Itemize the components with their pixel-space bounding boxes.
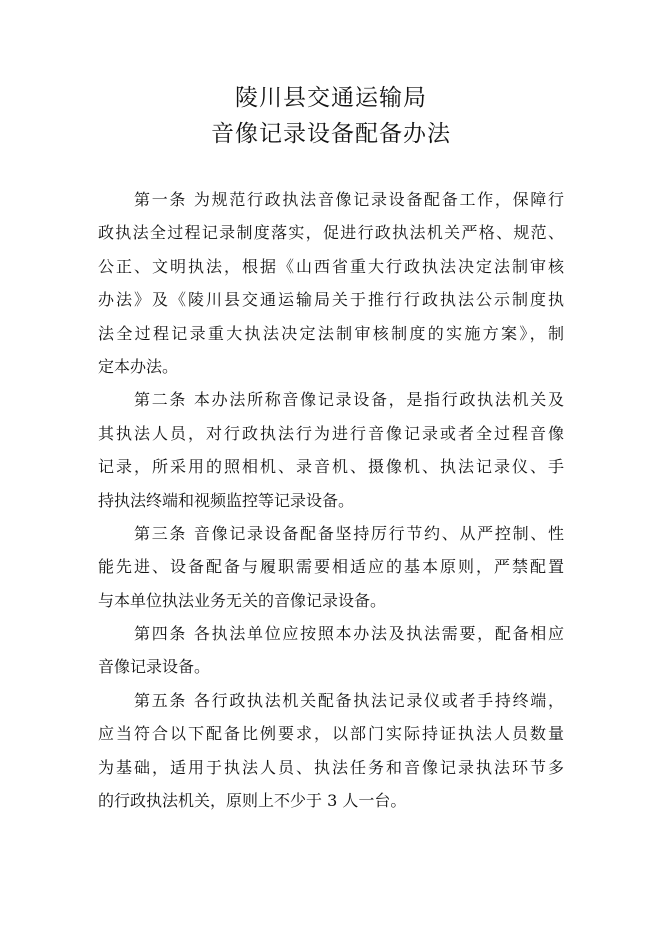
text-line: 的行政执法机关，原则上不少于 3 人一台。 bbox=[98, 791, 407, 811]
article-1 bbox=[98, 183, 564, 383]
text-line: 公正、文明执法，根据《山西省重大行政执法决定法制审核 bbox=[98, 256, 564, 276]
article-3 bbox=[98, 517, 564, 617]
text-line: 记录，所采用的照相机、录音机、摄像机、执法记录仪、手 bbox=[98, 457, 564, 477]
title-line-1: 陵川县交通运输局 bbox=[235, 85, 427, 111]
text-line: 第五条 各行政执法机关配备执法记录仪或者手持终端， bbox=[134, 690, 564, 710]
text-line: 第一条 为规范行政执法音像记录设备配备工作，保障行 bbox=[134, 190, 564, 209]
text-line: 第四条 各执法单位应按照本办法及执法需要，配备相应 bbox=[134, 624, 564, 644]
document-body bbox=[98, 183, 564, 817]
text-line: 音像记录设备。 bbox=[98, 657, 211, 677]
text-line: 持执法终端和视频监控等记录设备。 bbox=[98, 490, 355, 510]
text-line: 第二条 本办法所称音像记录设备，是指行政执法机关及 bbox=[134, 390, 564, 410]
text-line: 为基础，适用于执法人员、执法任务和音像记录执法环节多 bbox=[98, 757, 564, 777]
text-line: 能先进、设备配备与履职需要相适应的基本原则，严禁配置 bbox=[98, 557, 564, 577]
text-line: 政执法全过程记录制度落实，促进行政执法机关严格、规范、 bbox=[98, 223, 564, 243]
text-line: 法全过程记录重大执法决定法制审核制度的实施方案》，制 bbox=[98, 323, 564, 343]
text-line: 应当符合以下配备比例要求，以部门实际持证执法人员数量 bbox=[98, 724, 564, 744]
article-2 bbox=[98, 383, 564, 517]
article-5 bbox=[98, 684, 564, 818]
article-4 bbox=[98, 617, 564, 684]
text-line: 第三条 音像记录设备配备坚持厉行节约、从严控制、性 bbox=[134, 523, 564, 543]
text-line: 其执法人员，对行政执法行为进行音像记录或者全过程音像 bbox=[98, 423, 564, 443]
text-line: 与本单位执法业务无关的音像记录设备。 bbox=[98, 590, 387, 610]
title-line-2: 音像记录设备配备办法 bbox=[211, 121, 451, 147]
text-line: 定本办法。 bbox=[98, 356, 179, 376]
text-line: 办法》及《陵川县交通运输局关于推行行政执法公示制度执 bbox=[98, 290, 564, 310]
document-title bbox=[0, 80, 662, 152]
